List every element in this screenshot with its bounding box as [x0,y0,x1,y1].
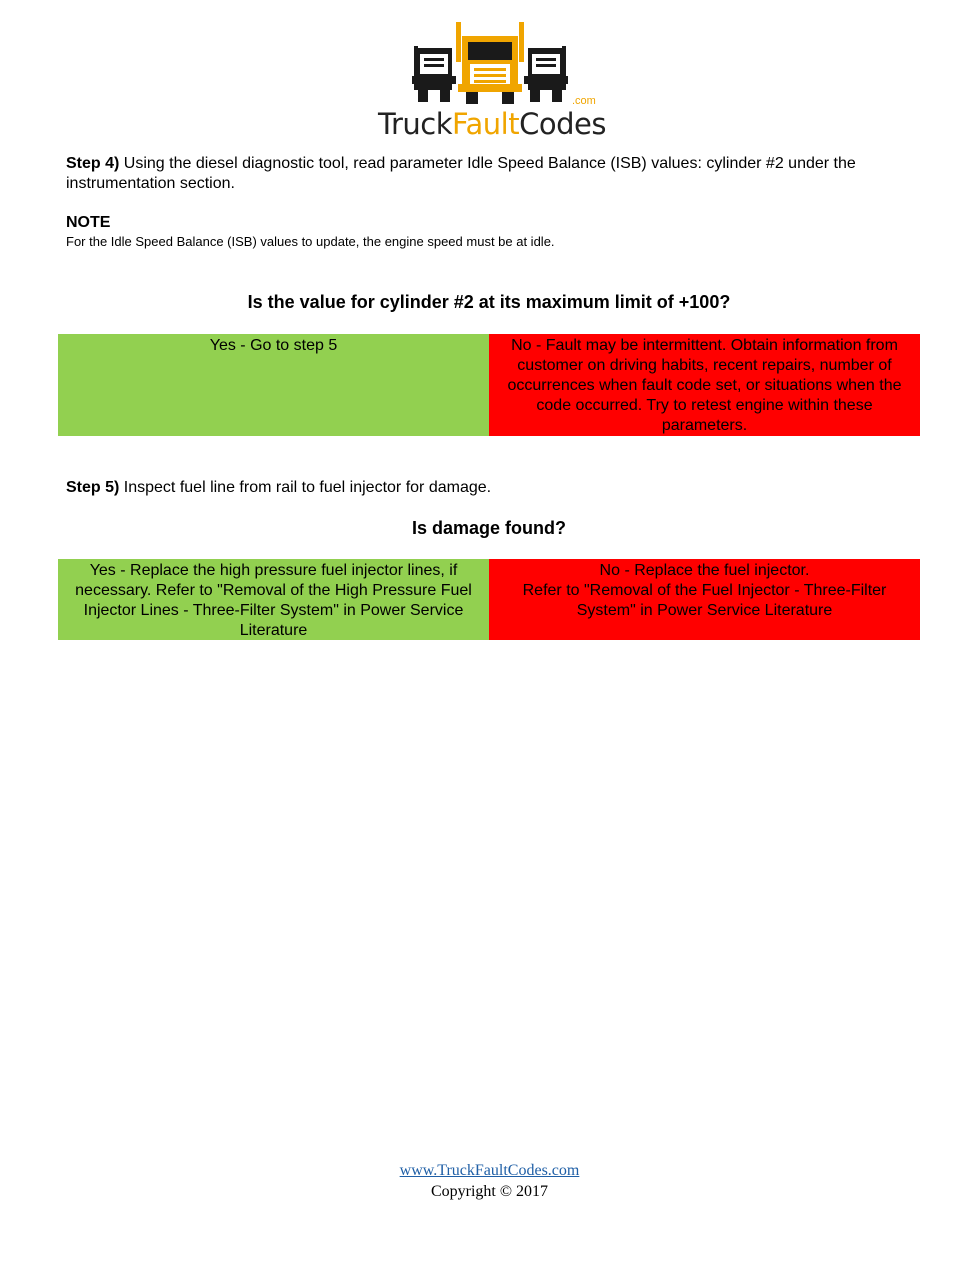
footer [0,1160,979,1202]
step5-label: Step 5) [66,479,120,496]
footer-link[interactable]: www.TruckFaultCodes.com [399,1162,580,1179]
answer-2-no-line2: Refer to "Removal of the Fuel Injector - Three-Filter System" in Power Service Literature [522,582,887,619]
answer-2-no [489,559,920,640]
brand-part-fault: Fault [452,107,520,141]
step5-text: Inspect fuel line from rail to fuel injector for damage. [119,479,492,496]
answer-1-yes: Yes - Go to step 5 [58,334,489,436]
semi-truck-icon [378,18,602,104]
answer-table-2 [58,559,920,640]
brand-part-codes: Codes [519,107,606,141]
brand-part-truck: Truck [378,107,452,141]
answer-2-yes: Yes - Replace the high pressure fuel injector lines, if necessary. Refer to "Removal of the High Pressure Fuel Injector Lines - Three-Filter System" in Power Service Literature [58,559,489,640]
step5-paragraph [66,478,926,498]
answer-2-no-line1: No - Replace the fuel injector. [599,562,810,579]
step4-text: Using the diesel diagnostic tool, read parameter Idle Speed Balance (ISB) values: cylinder #2 under the instrumentation section. [66,155,856,192]
answer-1-no: No - Fault may be intermittent. Obtain information from customer on driving habits, recent repairs, number of occurrences when fault code set, or situations when the code occurred. Try to retest engine within these parameters. [489,334,920,436]
answer-table-1 [58,334,920,436]
question-1: Is the value for cylinder #2 at its maximum limit of +100? [247,292,731,312]
brand-wordmark [378,104,606,144]
step4-label: Step 4) [66,155,120,172]
note-text: For the Idle Speed Balance (ISB) values to update, the engine speed must be at idle. [66,234,555,249]
step4-paragraph [66,154,926,194]
footer-copyright: Copyright © 2017 [430,1183,549,1200]
question-2: Is damage found? [411,518,566,538]
note-title: NOTE [66,214,111,231]
brand-suffix: .com [572,95,596,107]
brand-logo [378,18,606,141]
